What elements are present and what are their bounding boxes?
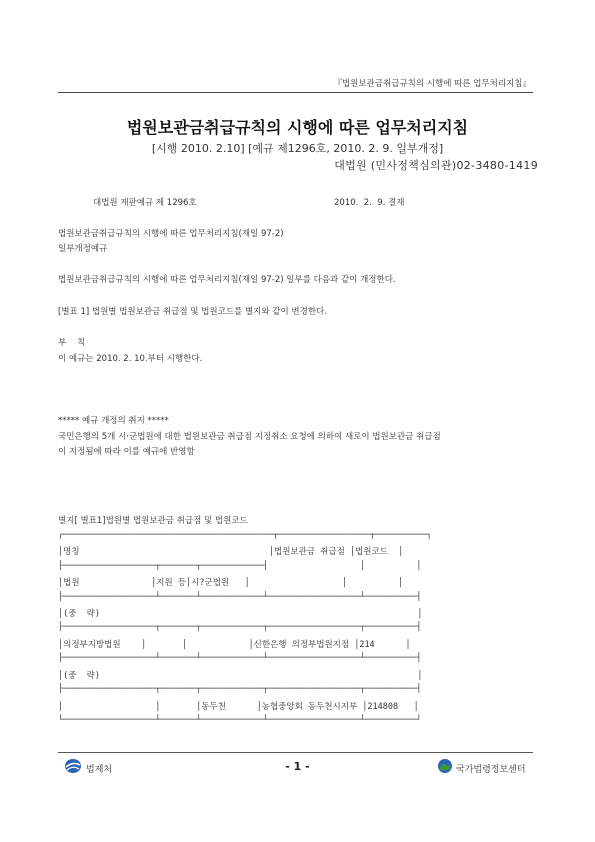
table-line: │(중 략) │ <box>58 609 423 619</box>
body-line: ***** 예규 개정의 취지 ***** <box>58 416 169 426</box>
table-line: │(중 략) │ <box>58 671 423 681</box>
header-divider <box>58 92 533 93</box>
document-title: 법원보관금취급규칙의 시행에 따른 업무처리지침 <box>126 118 469 137</box>
body-line: 이 지정됨에 따라 이를 예규에 반영함 <box>58 447 195 457</box>
decision-number: 대법원 재판예규 제 1296호 <box>93 198 197 208</box>
table-line: │명칭 │법원보관금 취급점 │법원코드 │ <box>58 547 404 557</box>
table-line: │법원 │지원 등│시?군법원 │ │ │ <box>58 578 404 588</box>
document-subtitle: [시행 2010. 2.10] [예규 제1296호, 2010. 2. 9. 일부개정] <box>151 142 444 155</box>
table-line: └──────────────────┴───────┴────────────┴──────────────────┴──────────┘ <box>58 715 422 725</box>
running-header: 『법원보관금취급규칙의 시행에 따른 업무처리지침』 <box>333 79 531 89</box>
law-info-center-logo-icon <box>437 758 453 774</box>
body-line: 이 예규는 2010. 2. 10.부터 시행한다. <box>58 354 203 364</box>
table-line: │의정부지방법원 │ │ │신한은행 의정부법원지점 │214 │ <box>58 640 411 650</box>
contact-info: 대법원 (민사정책심의관)02-3480-1419 <box>334 159 538 172</box>
table-line: ├──────────────────┬───────┬────────────┤ │ │ <box>58 561 422 571</box>
body-line: 국민은행의 5개 시·군법원에 대한 법원보관금 취급점 지정취소 요청에 의하여 새로이 법원보관금 취급점 <box>58 432 441 442</box>
body-line: 법원보관금취급규칙의 시행에 따른 업무처리지침(재일 97-2) <box>58 229 284 239</box>
table-line: ├──────────────────┴───────┴────────────┴──────────────────┴──────────┤ <box>58 653 422 663</box>
table-line: ┌─────────────────────────────────────────┬──────────────────┬──────────┐ <box>58 530 432 540</box>
decision-date: 2010. 2. 9. 결재 <box>334 198 405 208</box>
body-line: 일부개정예규 <box>58 244 108 254</box>
body-line: 부 칙 <box>58 338 86 348</box>
footer-right-label: 국가법령정보센터 <box>456 765 526 775</box>
table-line: ├──────────────────┬───────┬────────────┬──────────────────┬──────────┤ <box>58 622 422 632</box>
body-line: 법원보관금취급규칙의 시행에 따른 업무처리지침(재일 97-2) 일부를 다음과 같이 개정한다. <box>58 275 396 285</box>
footer-left-label: 법제처 <box>86 765 113 775</box>
table-line: │ │ │동두천 │농협중앙회 동두천시지부 │214808 │ <box>58 702 419 712</box>
table-line: ├──────────────────┬───────┬────────────┬──────────────────┬──────────┤ <box>58 684 422 694</box>
table-line: ├──────────────────┴───────┴────────────┴──────────────────┴──────────┤ <box>58 592 422 602</box>
page-number: - 1 - <box>285 760 310 773</box>
appendix-caption: 별지[ 별표1]법원별 법원보관금 취급점 및 법원코드 <box>58 516 248 526</box>
body-line: [별표 1] 법원별 법원보관금 취급점 및 법원코드를 별지와 같이 변경한다. <box>58 307 327 317</box>
footer-divider <box>58 752 533 753</box>
